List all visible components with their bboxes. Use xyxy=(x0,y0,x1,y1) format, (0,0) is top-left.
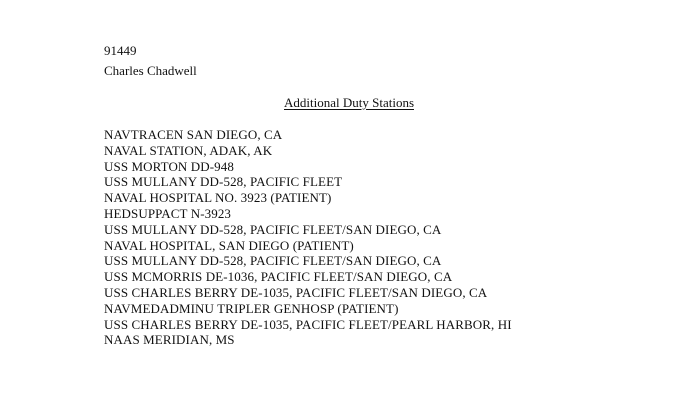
duty-station-item: USS MCMORRIS DE-1036, PACIFIC FLEET/SAN DIEGO, CA xyxy=(104,269,453,285)
person-name: Charles Chadwell xyxy=(104,63,197,78)
duty-station-item: NAAS MERIDIAN, MS xyxy=(104,332,235,348)
duty-station-item: NAVAL HOSPITAL, SAN DIEGO (PATIENT) xyxy=(104,237,354,253)
duty-station-item: USS CHARLES BERRY DE-1035, PACIFIC FLEET/PEARL HARBOR, HI xyxy=(104,316,512,332)
duty-station-list xyxy=(104,127,512,348)
duty-station-item: USS CHARLES BERRY DE-1035, PACIFIC FLEET/SAN DIEGO, CA xyxy=(104,284,488,300)
id-number: 91449 xyxy=(104,43,137,58)
section-heading: Additional Duty Stations xyxy=(284,95,414,110)
duty-station-item: NAVTRACEN SAN DIEGO, CA xyxy=(104,127,283,142)
duty-station-item: HEDSUPPACT N-3923 xyxy=(104,205,232,221)
duty-station-item: USS MORTON DD-948 xyxy=(104,158,234,174)
duty-station-item: NAVAL HOSPITAL NO. 3923 (PATIENT) xyxy=(104,190,332,206)
duty-station-item: USS MULLANY DD-528, PACIFIC FLEET xyxy=(104,174,343,190)
duty-station-item: NAVMEDADMINU TRIPLER GENHOSP (PATIENT) xyxy=(104,300,399,316)
duty-station-item: USS MULLANY DD-528, PACIFIC FLEET/SAN DIEGO, CA xyxy=(104,221,442,237)
duty-station-item: USS MULLANY DD-528, PACIFIC FLEET/SAN DIEGO, CA xyxy=(104,253,442,269)
duty-station-item: NAVAL STATION, ADAK, AK xyxy=(104,142,273,158)
